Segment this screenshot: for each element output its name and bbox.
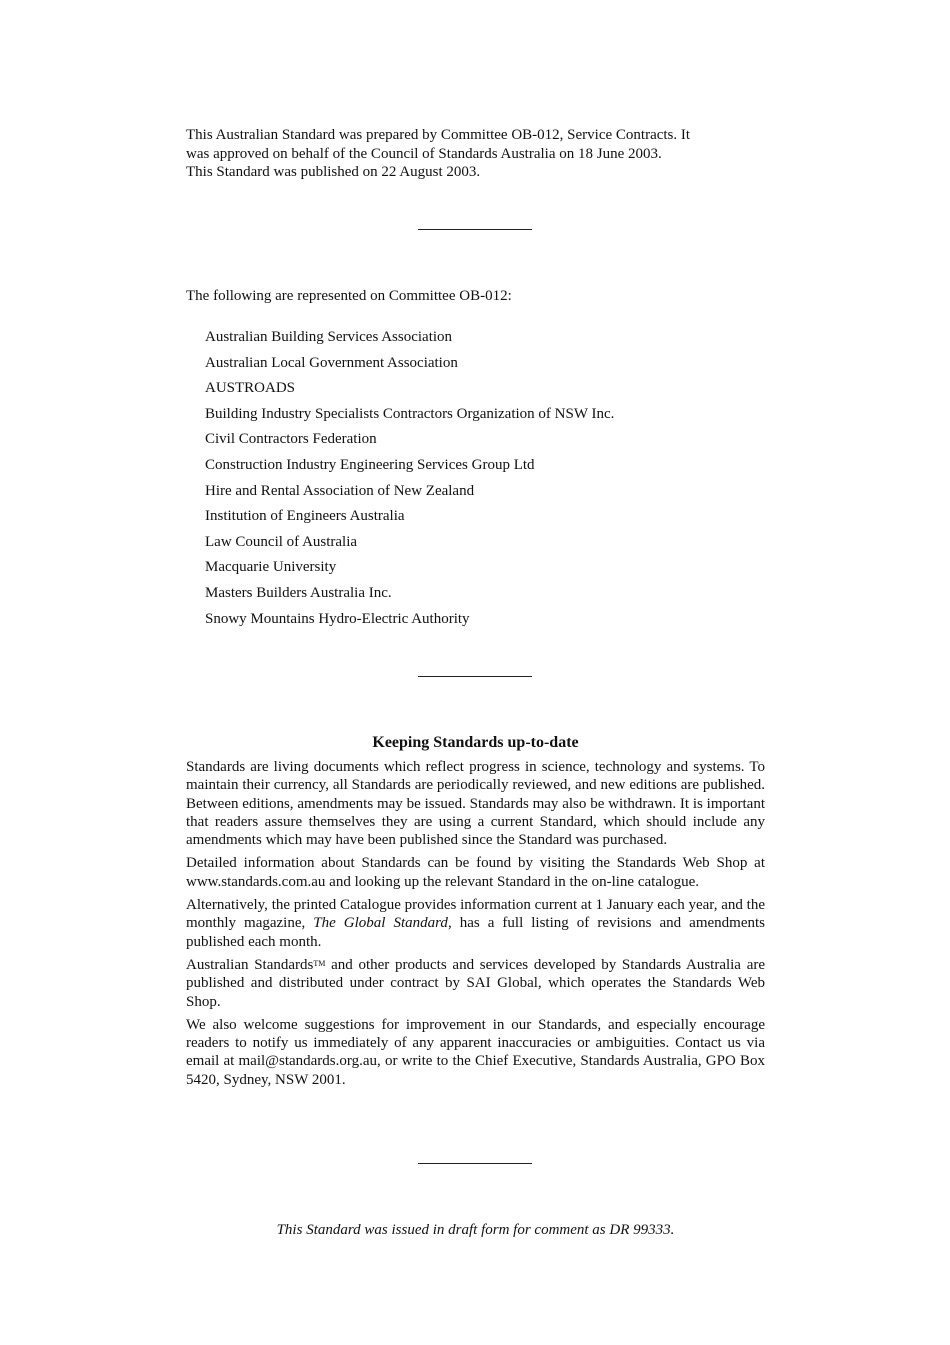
section-divider <box>418 676 532 677</box>
section-divider <box>418 1163 532 1164</box>
text: , has a full listing of revisions and amendments published each month. <box>186 915 765 950</box>
keeping-standards-section <box>186 758 765 1094</box>
paragraph: Detailed information about Standards can be found by visiting the Standards Web Shop at www.standards.com.au and looking up the relevant Standard in the on-line catalogue. <box>186 855 765 890</box>
committee-member: Australian Local Government Association <box>205 354 458 371</box>
draft-note: This Standard was issued in draft form for comment as DR 99333. <box>276 1222 675 1238</box>
paragraph <box>186 956 765 1011</box>
publication-notice-line-1: This Australian Standard was prepared by Committee OB-012, Service Contracts. It <box>186 127 691 143</box>
publication-notice-line-3: This Standard was published on 22 August 2003. <box>186 164 481 180</box>
publication-notice-line-2: was approved on behalf of the Council of Standards Australia on 18 June 2003. <box>186 145 662 162</box>
paragraph: We also welcome suggestions for improvement in our Standards, and especially encourage readers to notify us immediately of any apparent inaccuracies or ambiguities. Contact us via email at mail@standards.org.au, or write to the Chief Executive, Standards Australia, GPO Box 5420, Sydney, NSW 2001. <box>186 1016 765 1088</box>
committee-member: Hire and Rental Association of New Zealand <box>205 482 475 499</box>
committee-member: Law Council of Australia <box>205 533 358 550</box>
paragraph <box>186 896 765 951</box>
committee-member: Building Industry Specialists Contractors Organization of NSW Inc. <box>205 405 615 422</box>
magazine-title: The Global Standard <box>313 915 448 932</box>
paragraph: Standards are living documents which reflect progress in science, technology and systems. To maintain their currency, all Standards are periodically reviewed, and new editions are published. Between editions, amendments may be issued. Standards may also be withdrawn. It is important that readers assure themselves they are using a current Standard, which should include any amendments which may have been published since the Standard was purchased. <box>186 759 765 849</box>
committee-member: Australian Building Services Association <box>205 329 453 345</box>
committee-member: Masters Builders Australia Inc. <box>205 584 392 601</box>
committee-member: Civil Contractors Federation <box>205 431 377 448</box>
committee-member: Construction Industry Engineering Services Group Ltd <box>205 456 535 473</box>
section-heading: Keeping Standards up-to-date <box>372 734 579 751</box>
publication-notice <box>186 126 765 182</box>
section-divider <box>418 229 532 230</box>
committee-member: Snowy Mountains Hydro-Electric Authority <box>205 610 470 627</box>
text: Alternatively, the printed Catalogue provides information current at 1 January each year, and the monthly magazine, <box>186 897 765 932</box>
committee-intro: The following are represented on Committee OB-012: <box>186 288 512 304</box>
text: and other products and services developed by Standards Australia are published and distributed under contract by SAI Global, which operates the Standards Web Shop. <box>186 956 766 1010</box>
committee-member-list <box>205 326 614 633</box>
committee-member: AUSTROADS <box>205 380 296 397</box>
committee-member: Institution of Engineers Australia <box>205 508 405 525</box>
text: Australian Standards <box>186 956 314 973</box>
committee-member: Macquarie University <box>205 559 337 576</box>
trademark-mark: TM <box>313 958 326 968</box>
